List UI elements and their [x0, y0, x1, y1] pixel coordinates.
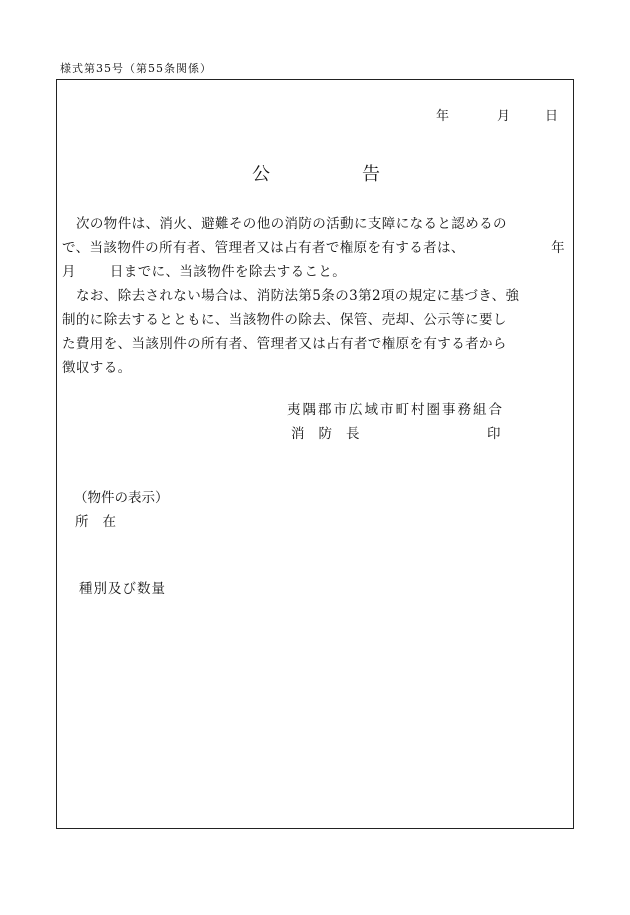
property-location-label: 所在: [75, 514, 130, 530]
issuer-block: [287, 398, 504, 446]
body-line-4: なお、除去されない場合は、消防法第5条の3第2項の規定に基づき、強: [76, 288, 520, 304]
body-line-3-text: 日までに、当該物件を除去すること。: [109, 264, 347, 280]
property-type-quantity-label: 種別及び数量: [79, 581, 166, 597]
form-number-label: 様式第35号（第55条関係）: [60, 62, 212, 75]
notice-body: [62, 212, 570, 380]
body-line-5: 制的に除去するとともに、当該物件の除去、保管、売却、公示等に要し: [62, 312, 507, 328]
date-day-label: 日: [544, 109, 558, 124]
issuer-title: 消防長: [291, 426, 374, 442]
body-line-6: た費用を、当該別件の所有者、管理者又は占有者で権原を有する者から: [62, 336, 507, 352]
seal-mark: 印: [487, 426, 501, 442]
deadline-month-label: 月: [62, 264, 76, 280]
property-heading: （物件の表示）: [74, 490, 169, 506]
issuer-chief-row: [287, 422, 504, 446]
date-month-label: 月: [496, 109, 510, 124]
date-line: [436, 105, 558, 124]
notice-frame: [56, 79, 574, 829]
body-line-2: [62, 236, 570, 260]
body-line-7: 徴収する。: [62, 360, 132, 376]
body-line-1: 次の物件は、消火、避難その他の消防の活動に支障になると認めるの: [76, 216, 507, 232]
title-char-1: 公: [252, 164, 270, 185]
body-line-2-text: で、当該物件の所有者、管理者又は占有者で権原を有する者は、: [62, 240, 465, 256]
issuer-organization: 夷隅郡市広域市町村圏事務組合: [287, 402, 504, 418]
body-line-3: [62, 260, 570, 284]
deadline-year-label: 年: [551, 240, 565, 256]
date-year-label: 年: [435, 109, 449, 124]
title-char-2: 告: [362, 164, 380, 185]
